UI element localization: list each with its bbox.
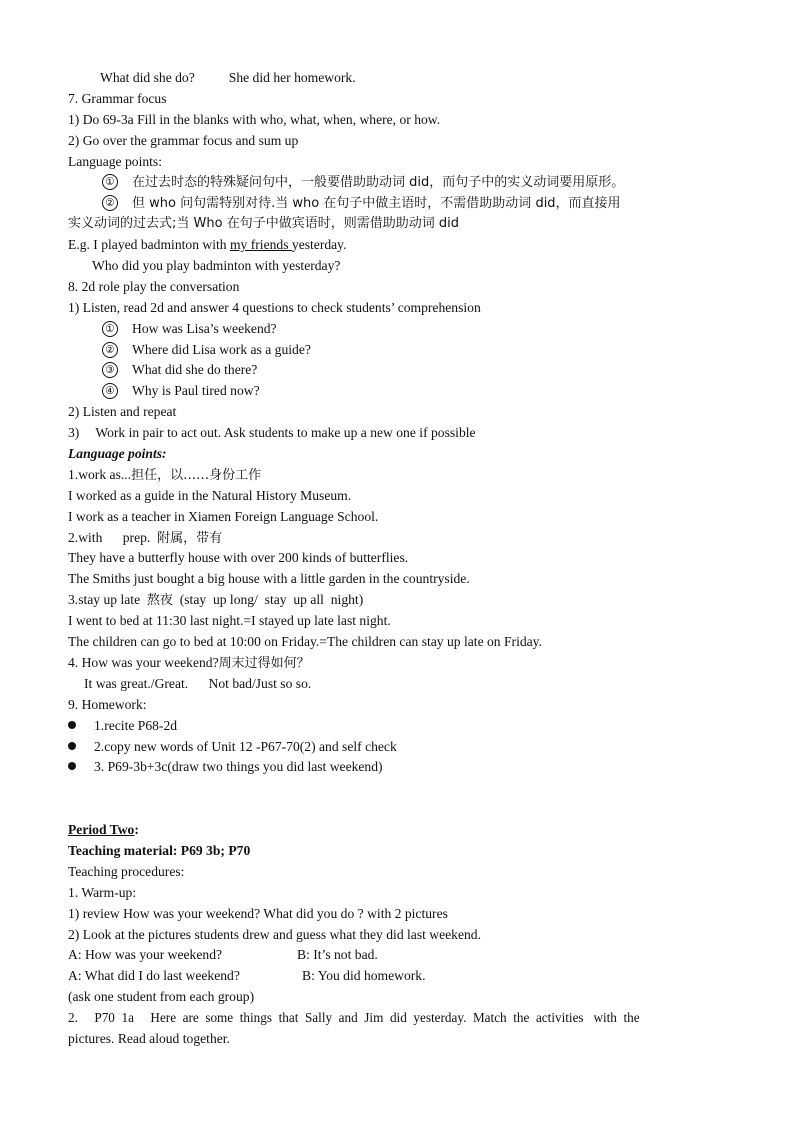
question-text: What did she do? xyxy=(100,70,195,85)
underlined-text: my friends xyxy=(229,237,292,253)
bullet-icon xyxy=(68,721,76,729)
question-text: Why is Paul tired now? xyxy=(132,383,260,399)
dialog-line-2 xyxy=(68,966,728,987)
homework-item-3 xyxy=(68,757,728,778)
bullet-icon xyxy=(68,742,76,750)
circled-number: ③ xyxy=(102,362,118,378)
line-go-over: 2) Go over the grammar focus and sum up xyxy=(68,132,299,148)
homework-text: 1.recite P68-2d xyxy=(94,717,178,733)
teaching-procedures: Teaching procedures: xyxy=(68,863,185,879)
ask-note: (ask one student from each group) xyxy=(68,989,255,1005)
example-stay-up-1: I went to bed at 11:30 last night.=I stayed up late last night. xyxy=(68,613,391,629)
language-point-2-cont: 实义动词的过去式;当 Who 在句子中做宾语时，则需借助助动词 did xyxy=(68,216,459,232)
dialog-line-1 xyxy=(68,945,728,966)
phrase-meaning: 熬夜 xyxy=(146,593,173,609)
circled-number: ② xyxy=(102,342,118,358)
homework-text: 3. P69-3b+3c(draw two things you did last weekend) xyxy=(94,759,383,775)
item-text: Work in pair to act out. Ask students to make up a new one if possible xyxy=(95,425,476,441)
line-listen-read: 1) Listen, read 2d and answer 4 questions to check students’ comprehension xyxy=(68,299,481,315)
homework-item-1 xyxy=(68,716,728,737)
phrase: 1.work as... xyxy=(68,466,132,482)
circled-number: ④ xyxy=(102,383,118,399)
circled-number: ② xyxy=(102,195,118,211)
question-1 xyxy=(68,319,728,340)
circled-number: ① xyxy=(102,174,118,190)
phrase: 4. How was your weekend? xyxy=(68,654,219,670)
example-text-end: yesterday. xyxy=(291,237,347,253)
example-with-2: The Smiths just bought a big house with a little garden in the countryside. xyxy=(68,571,470,587)
example-2: Who did you play badminton with yesterday? xyxy=(92,258,341,274)
item-number: 3) xyxy=(68,425,80,441)
period-colon: : xyxy=(134,822,139,838)
example-text: E.g. I played badminton with xyxy=(68,237,230,253)
question-text: Where did Lisa work as a guide? xyxy=(132,341,311,357)
question-text: What did she do there? xyxy=(132,362,258,378)
line-what-did-she-do xyxy=(68,68,728,89)
language-point-1 xyxy=(68,172,728,193)
example-1 xyxy=(68,235,728,256)
language-points-label: Language points: xyxy=(68,153,163,169)
period-two-heading xyxy=(68,820,728,841)
answer-text: She did her homework. xyxy=(228,70,356,85)
phrase-meaning: 周末过得如何？ xyxy=(218,655,310,671)
period-title: Period Two xyxy=(68,822,135,838)
language-point-2 xyxy=(68,193,728,214)
question-text: How was Lisa’s weekend? xyxy=(132,320,277,336)
dialog-question: A: How was your weekend? xyxy=(68,947,223,963)
homework-item-2 xyxy=(68,737,728,758)
phrase-with xyxy=(68,528,728,549)
line-listen-repeat: 2) Listen and repeat xyxy=(68,404,177,420)
language-points-heading: Language points: xyxy=(68,446,167,462)
example-how-was: It was great./Great. Not bad/Just so so. xyxy=(84,675,312,691)
point-text: 在过去时态的特殊疑问句中，一般要借助助动词 did，而句子中的实义动词要用原形。 xyxy=(132,175,625,191)
phrase-work-as xyxy=(68,465,728,486)
document-page xyxy=(68,68,728,1050)
spacer xyxy=(68,778,728,820)
section-role-play: 8. 2d role play the conversation xyxy=(68,278,240,294)
example-stay-up-2: The children can go to bed at 10:00 on Friday.=The children can stay up late on Friday. xyxy=(68,634,542,650)
phrase: 3.stay up late xyxy=(68,592,147,608)
teaching-material: Teaching material: P69 3b; P70 xyxy=(68,842,251,858)
section-grammar-focus: 7. Grammar focus xyxy=(68,90,167,106)
example-work-as-1: I worked as a guide in the Natural History Museum. xyxy=(68,487,352,503)
step-2-line: 2. P70 1a Here are some things that Sally and Jim did yesterday. Match the activities with the xyxy=(68,1010,640,1026)
warm-up-2: 2) Look at the pictures students drew and guess what they did last weekend. xyxy=(68,926,481,942)
step-2-line-cont: pictures. Read aloud together. xyxy=(68,1030,230,1046)
phrase-meaning: 附属，带有 xyxy=(157,530,223,546)
example-work-as-2: I work as a teacher in Xiamen Foreign Language School. xyxy=(68,508,379,524)
question-3 xyxy=(68,360,728,381)
dialog-answer: B: It’s not bad. xyxy=(297,947,378,963)
phrase: 2.with prep. xyxy=(68,529,158,545)
phrase-note: (stay up long/ stay up all night) xyxy=(172,592,364,608)
line-do-69-3a: 1) Do 69-3a Fill in the blanks with who, what, when, where, or how. xyxy=(68,111,441,127)
example-with-1: They have a butterfly house with over 200 kinds of butterflies. xyxy=(68,550,409,566)
phrase-how-was xyxy=(68,653,728,674)
line-work-in-pair xyxy=(68,423,728,444)
homework-heading: 9. Homework: xyxy=(68,696,147,712)
question-2 xyxy=(68,340,728,361)
warm-up-1: 1) review How was your weekend? What did you do ? with 2 pictures xyxy=(68,905,448,921)
circled-number: ① xyxy=(102,321,118,337)
point-text: 但 who 问句需特别对待.当 who 在句子中做主语时，不需借助助动词 did，而直接用 xyxy=(132,196,621,212)
phrase-meaning: 担任，以……身份工作 xyxy=(131,467,262,483)
dialog-question: A: What did I do last weekend? xyxy=(68,968,240,984)
dialog-answer: B: You did homework. xyxy=(302,968,426,984)
phrase-stay-up-late xyxy=(68,590,728,611)
homework-text: 2.copy new words of Unit 12 -P67-70(2) and self check xyxy=(94,738,397,754)
bullet-icon xyxy=(68,762,76,770)
warm-up-heading: 1. Warm-up: xyxy=(68,884,137,900)
question-4 xyxy=(68,381,728,402)
